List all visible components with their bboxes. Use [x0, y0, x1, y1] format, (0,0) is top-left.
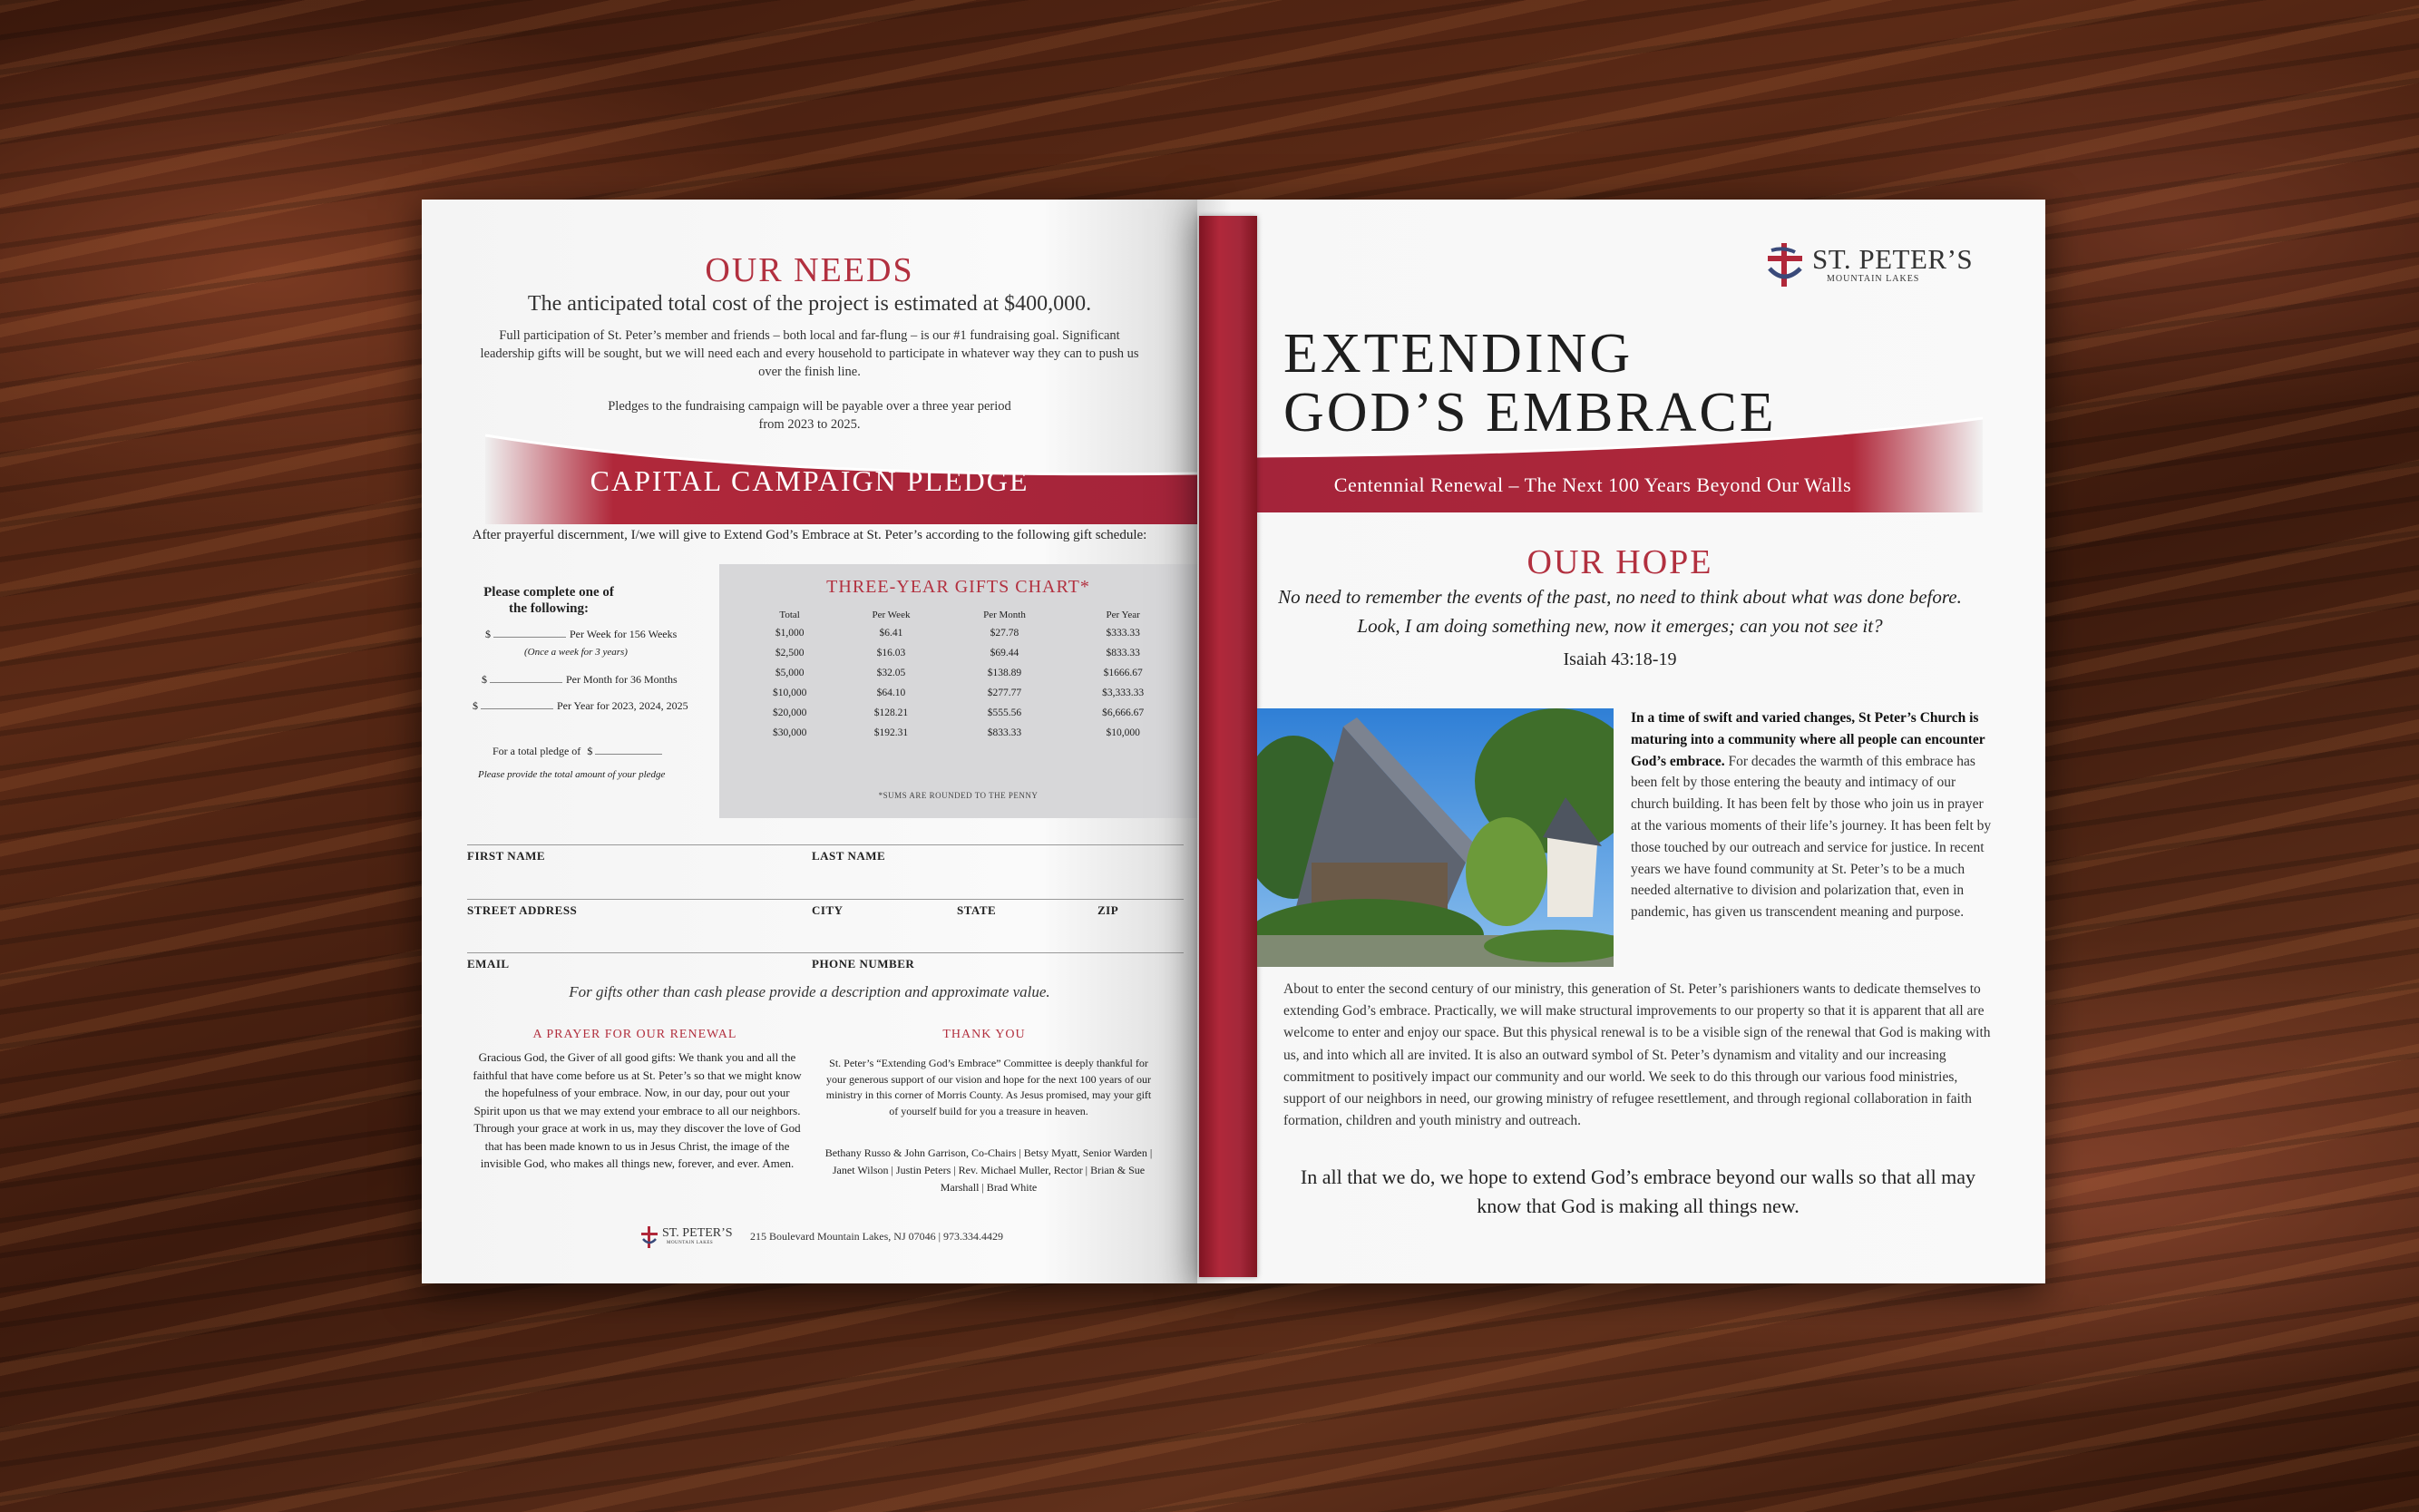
- gifts-cell: $192.31: [873, 727, 909, 738]
- needs-body: Full participation of St. Peter’s member and friends – both local and far-flung – is our #1 fundraising goal. Significant leadership gifts will be sought, but we will need each and every household to participate in whatever way they can to push us over the finish line.: [480, 328, 1139, 379]
- gifts-cell: $138.89: [987, 668, 1022, 678]
- gifts-header-row: [742, 610, 1182, 624]
- church-cross-logo-icon: [1764, 243, 1806, 287]
- pledge-option-monthly[interactable]: [482, 673, 678, 687]
- gifts-cell: $833.33: [1106, 648, 1140, 658]
- pledge-option-yearly[interactable]: [473, 699, 688, 713]
- cross-bar: [1199, 216, 1257, 1277]
- brand-name: ST. PETER’S: [1812, 243, 1974, 275]
- street-address-field[interactable]: STREET ADDRESS: [467, 903, 578, 917]
- gifts-cell: $20,000: [772, 707, 807, 718]
- gifts-table: [742, 610, 1182, 744]
- footer-address: 215 Boulevard Mountain Lakes, NJ 07046 | 973.334.4429: [750, 1230, 1004, 1243]
- scripture-quote-line-2: Look, I am doing something new, now it emerges; can you not see it?: [1357, 615, 1883, 637]
- total-amount-blank[interactable]: [595, 754, 662, 755]
- church-cross-logo-icon: [639, 1226, 659, 1248]
- gifts-row: [742, 644, 1182, 664]
- gifts-header: Per Month: [983, 610, 1026, 620]
- left-page: [422, 200, 1197, 1283]
- gifts-cell: $64.10: [876, 688, 906, 698]
- gifts-cell: $10,000: [1106, 727, 1140, 738]
- hope-paragraph-1-lead: In a time of swift and varied changes, St Peter’s Church is maturing into a community where all people can encounter God’s embrace.: [1631, 710, 1985, 769]
- gifts-header: Per Year: [1106, 610, 1140, 620]
- pledge-total[interactable]: [493, 745, 666, 758]
- total-label: For a total pledge of: [493, 745, 581, 757]
- gifts-cell: $2,500: [775, 648, 805, 658]
- state-field[interactable]: STATE: [957, 903, 997, 917]
- form-rule: [467, 952, 1184, 953]
- form-rule: [467, 899, 1184, 900]
- gifts-cell: $10,000: [772, 688, 807, 698]
- scripture-reference: Isaiah 43:18-19: [1563, 649, 1677, 669]
- weekly-amount-blank[interactable]: [493, 637, 566, 638]
- email-field[interactable]: EMAIL: [467, 957, 510, 971]
- form-rule: [467, 844, 1184, 845]
- hope-paragraph-2: About to enter the second century of our ministry, this generation of St. Peter’s parishioners wants to dedicate themselves to extending God’s embrace. Practically, we will make structural improvements to our property so that it is apparent that all are welcome to enter and enjoy our space. But this physical renewal is to be a visible sign of the renewal that God is making with us, and into which all are invited. It is also an outward symbol of St. Peter’s dynamism and vitality and our increasing commitment to positively impact our community and our world. We seek to do this through our various food ministries, support of our neighbors in need, our growing ministry of refugee resettlement, and through regional collaboration in faith formation, children and youth ministry and outreach.: [1283, 981, 1991, 1129]
- last-name-field[interactable]: LAST NAME: [812, 849, 886, 863]
- gifts-chart: [719, 564, 1197, 818]
- gifts-cell: $277.77: [987, 688, 1022, 698]
- zip-field[interactable]: ZIP: [1097, 903, 1119, 917]
- prayer-title: A PRAYER FOR OUR RENEWAL: [532, 1028, 737, 1041]
- option-weekly-label: Per Week for 156 Weeks: [570, 628, 678, 640]
- gifts-cell: $27.78: [990, 628, 1019, 639]
- gifts-cell: $1666.67: [1103, 668, 1143, 678]
- thanks-body: St. Peter’s “Extending God’s Embrace” Committee is deeply thankful for your generous support of our vision and hope for the next 100 years of our ministry in this corner of Morris County. As Jesus promised, may your gift of yourself build for you a treasure in heaven.: [825, 1057, 1152, 1117]
- hope-title: OUR HOPE: [1527, 543, 1713, 581]
- first-name-field[interactable]: FIRST NAME: [467, 849, 546, 863]
- option-yearly-label: Per Year for 2023, 2024, 2025: [557, 699, 688, 712]
- gifts-header: Per Week: [872, 610, 911, 620]
- gifts-chart-note: *SUMS ARE ROUNDED TO THE PENNY: [878, 791, 1039, 800]
- hope-closing: In all that we do, we hope to extend God’s embrace beyond our walls so that all may know that God is making all things new.: [1300, 1166, 1976, 1217]
- gifts-cell: $1,000: [775, 628, 805, 639]
- committee-names: Bethany Russo & John Garrison, Co-Chairs | Betsy Myatt, Senior Warden | Janet Wilson | Justin Peters | Rev. Michael Muller, Rector | Brian & Sue Marshall | Brad White: [824, 1146, 1153, 1194]
- gifts-row: [742, 624, 1182, 644]
- option-monthly-label: Per Month for 36 Months: [566, 673, 678, 686]
- total-note: Please provide the total amount of your pledge: [478, 769, 666, 780]
- yearly-amount-blank[interactable]: [481, 708, 553, 709]
- subtitle: Centennial Renewal – The Next 100 Years Beyond Our Walls: [1333, 473, 1852, 496]
- needs-cost: The anticipated total cost of the project is estimated at $400,000.: [527, 292, 1092, 316]
- gifts-chart-title: THREE-YEAR GIFTS CHART*: [826, 577, 1090, 597]
- pledge-title: CAPITAL CAMPAIGN PLEDGE: [590, 464, 1029, 497]
- gifts-cell: $30,000: [772, 727, 807, 738]
- main-title-line-1: EXTENDING: [1283, 323, 1634, 385]
- dollar-sign: $: [587, 745, 593, 757]
- church-photo: [1257, 708, 1614, 967]
- gifts-cell: $3,333.33: [1102, 688, 1145, 698]
- footer-logo: [639, 1226, 748, 1250]
- gifts-cell: $333.33: [1106, 628, 1140, 639]
- gifts-row: [742, 704, 1182, 724]
- monthly-amount-blank[interactable]: [490, 682, 562, 683]
- gifts-row: [742, 724, 1182, 744]
- phone-number-field[interactable]: PHONE NUMBER: [812, 957, 915, 971]
- pledge-intro: After prayerful discernment, I/we will give to Extend God’s Embrace at St. Peter’s according to the following gift schedule:: [472, 528, 1147, 542]
- gifts-cell: $32.05: [876, 668, 906, 678]
- gifts-cell: $833.33: [987, 727, 1022, 738]
- gifts-cell: $555.56: [987, 707, 1022, 718]
- complete-title: Please complete one of the following:: [483, 585, 614, 616]
- city-field[interactable]: CITY: [812, 903, 844, 917]
- footer-logo-text: ST. PETER’S: [662, 1226, 733, 1240]
- prayer-body: Gracious God, the Giver of all good gifts: We thank you and all the faithful that have come before us at St. Peter’s so that we might know the hopefulness of your embrace. Now, in our day, pour out your Spirit upon us that we may extend your embrace to all our neighbors. Through your grace at work in us, may they discover the love of God that has been made known to us in Jesus Christ, the image of the invisible God, who makes all things new, forever, and ever. Amen.: [473, 1050, 802, 1170]
- gifts-cell: $5,000: [775, 668, 805, 678]
- scripture-quote-line-1: No need to remember the events of the past, no need to think about what was done before.: [1278, 586, 1962, 608]
- pledge-option-weekly[interactable]: [485, 628, 677, 641]
- dollar-sign: $: [482, 673, 487, 686]
- gifts-row: [742, 664, 1182, 684]
- thanks-title: THANK YOU: [942, 1028, 1026, 1041]
- gifts-cell: $16.03: [876, 648, 906, 658]
- dollar-sign: $: [473, 699, 478, 712]
- dollar-sign: $: [485, 628, 491, 640]
- gifts-cell: $6.41: [879, 628, 903, 639]
- needs-pledge-note: Pledges to the fundraising campaign will be payable over a three year period from 2023 to 2025.: [608, 399, 1011, 432]
- other-gifts-note: For gifts other than cash please provide a description and approximate value.: [569, 983, 1050, 1000]
- needs-title: OUR NEEDS: [705, 251, 914, 289]
- hope-paragraph-1-body: For decades the warmth of this embrace has been felt by those entering the beauty and intimacy of our church building. It has been felt by those who join us in prayer at the various moments of their life’s journey. It has been felt by those touched by our outreach and service for justice. In recent years we have found community at St. Peter’s to be a much needed alternative to division and polarization that, even in pandemic, has given us transcendent meaning and purpose.: [1631, 753, 1992, 921]
- hope-paragraph-1: [1631, 707, 1994, 923]
- option-weekly-note: (Once a week for 3 years): [524, 647, 628, 658]
- gifts-cell: $6,666.67: [1102, 707, 1145, 718]
- brand-subtitle: MOUNTAIN LAKES: [1827, 274, 1920, 284]
- gifts-header: Total: [779, 610, 800, 620]
- gifts-cell: $69.44: [990, 648, 1019, 658]
- gifts-row: [742, 684, 1182, 704]
- footer-logo-sub: MOUNTAIN LAKES: [667, 1241, 714, 1245]
- gifts-cell: $128.21: [873, 707, 909, 718]
- main-title-line-2: GOD’S EMBRACE: [1283, 382, 1777, 444]
